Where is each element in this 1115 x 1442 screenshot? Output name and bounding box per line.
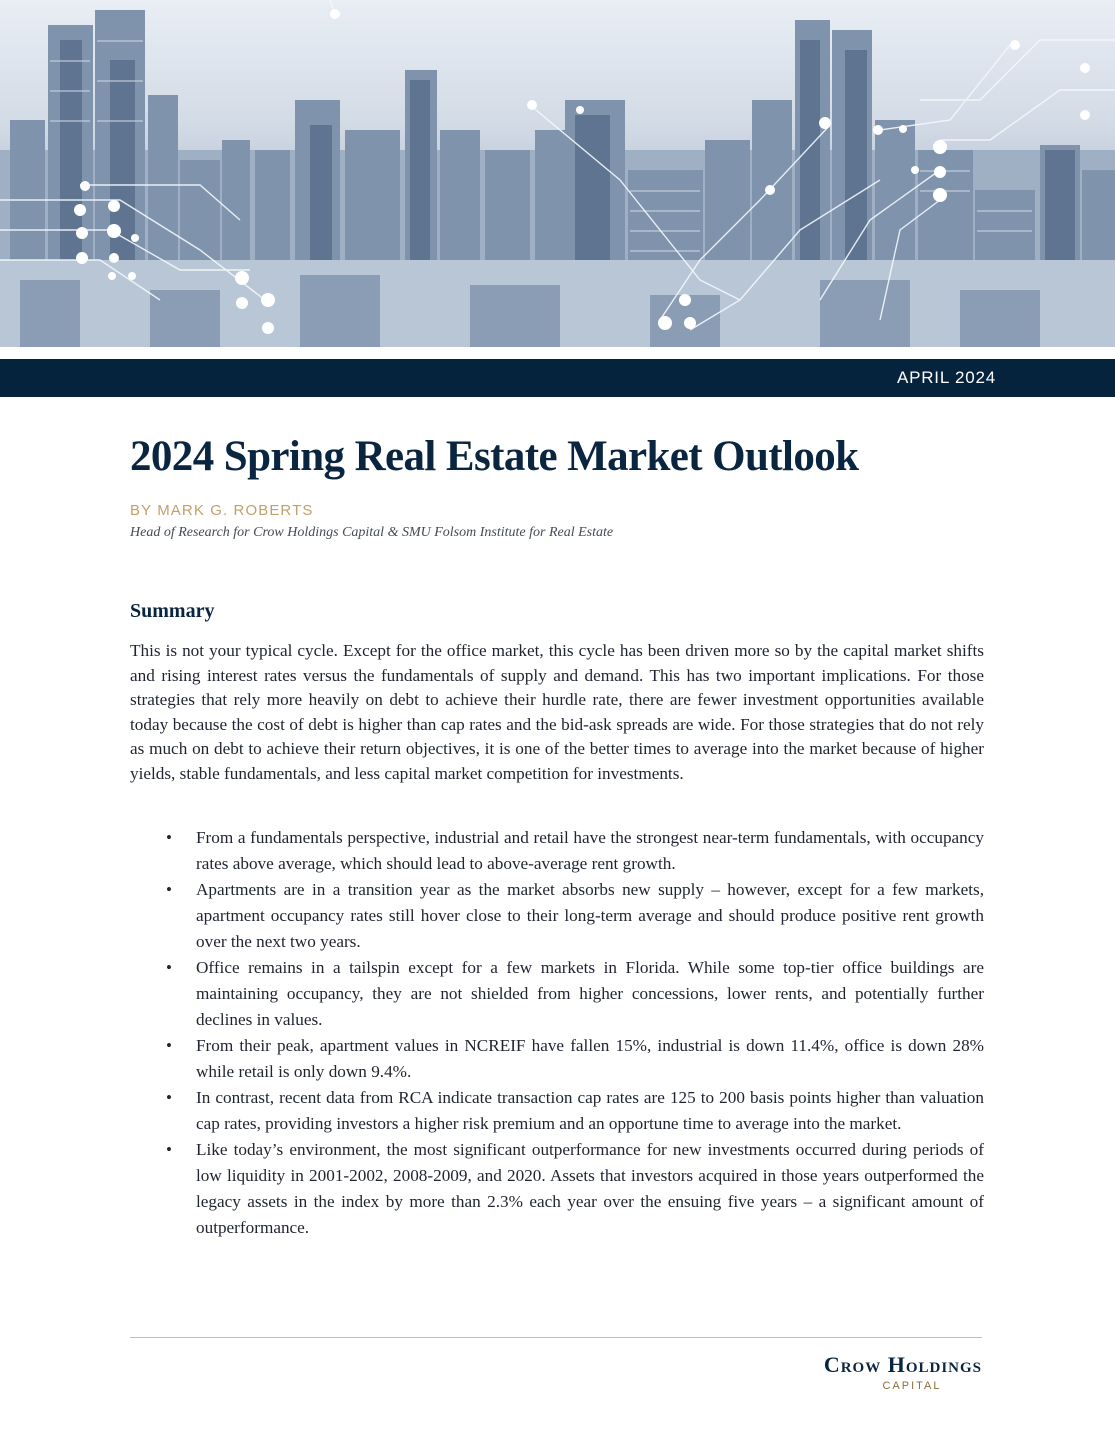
bullet-icon: •: [166, 828, 172, 847]
bullet-icon: •: [166, 1088, 172, 1107]
cityscape-illustration: [0, 0, 1115, 347]
page-title: 2024 Spring Real Estate Market Outlook: [130, 433, 859, 480]
bullet-icon: •: [166, 958, 172, 977]
hero-cityscape-image: [0, 0, 1115, 347]
bullet-icon: •: [166, 880, 172, 899]
bullet-icon: •: [166, 1140, 172, 1159]
bullet-text: From their peak, apartment values in NCREIF have fallen 15%, industrial is down 11.4%, office is down 28% while retail is only down 9.4%.: [196, 1036, 984, 1081]
bullet-icon: •: [166, 1036, 172, 1055]
bullet-text: Apartments are in a transition year as the market absorbs new supply – however, except for a few markets, apartment occupancy rates still hover close to their long-term average and should produce positive rent growth over the next two years.: [196, 880, 984, 951]
bullet-text: From a fundamentals perspective, industrial and retail have the strongest near-term fundamentals, with occupancy rates above average, which should lead to above-average rent growth.: [196, 828, 984, 873]
bullet-text: In contrast, recent data from RCA indicate transaction cap rates are 125 to 200 basis points higher than valuation cap rates, providing investors a higher risk premium and an opportune time to average into the market.: [196, 1088, 984, 1133]
author-role: Head of Research for Crow Holdings Capital & SMU Folsom Institute for Real Estate: [130, 525, 614, 540]
bullet-text: Office remains in a tailspin except for a few markets in Florida. While some top-tier office buildings are maintaining occupancy, they are not shielded from higher concessions, lower rents, and potentially further declines in values.: [196, 958, 984, 1029]
footer-divider: [130, 1337, 982, 1338]
bullet-item: [166, 955, 984, 1033]
bullet-item: [166, 1085, 984, 1137]
bullet-text: Like today’s environment, the most significant outperformance for new investments occurred during periods of low liquidity in 2001-2002, 2008-2009, and 2020. Assets that investors acquired in those years outperformed the legacy assets in the index by more than 2.3% each year over the ensuing five years – a significant amount of outperformance.: [196, 1140, 984, 1237]
author-byline: BY MARK G. ROBERTS: [130, 502, 314, 519]
summary-paragraph: This is not your typical cycle. Except for the office market, this cycle has been driven more so by the capital market shifts and rising interest rates versus the fundamentals of supply and demand. This has two important implications. For those strategies that rely more heavily on debt to achieve their hurdle rate, there are fewer investment opportunities available today because the cost of debt is higher than cap rates and the bid-ask spreads are wide. For those strategies that do not rely as much on debt to achieve their return objectives, it is one of the better times to average into the market because of higher yields, stable fundamentals, and less capital market competition for investments.: [130, 641, 984, 783]
bullet-item: [166, 1033, 984, 1085]
logo-subtitle: CAPITAL: [882, 1380, 942, 1392]
company-logo: [782, 1352, 982, 1392]
bullet-item: [166, 1137, 984, 1241]
publication-date: APRIL 2024: [896, 368, 996, 387]
summary-bullet-list: [166, 825, 984, 1241]
bullet-item: [166, 825, 984, 877]
date-band: [0, 359, 1115, 397]
logo-wordmark: Crow Holdings: [823, 1352, 982, 1377]
bullet-item: [166, 877, 984, 955]
summary-heading: Summary: [130, 600, 215, 622]
